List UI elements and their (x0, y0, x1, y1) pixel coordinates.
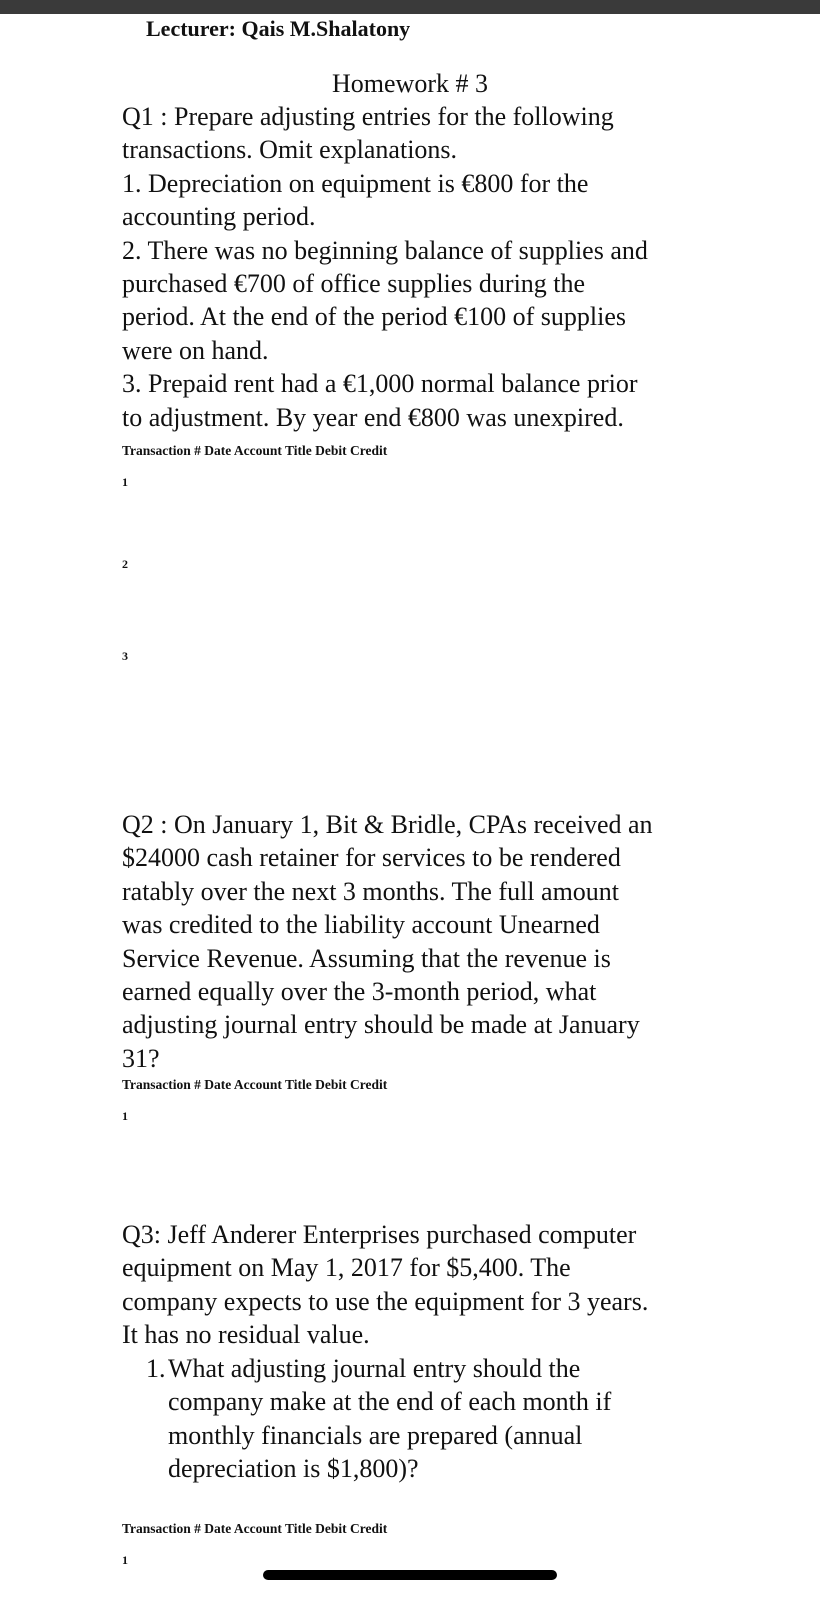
text-line: to adjustment. By year end €800 was unexpired. (122, 402, 624, 432)
homework-title: Homework # 3 (332, 69, 488, 98)
question-3-text (122, 1218, 812, 1352)
text-line: 1. Depreciation on equipment is €800 for the (122, 168, 589, 198)
text-line: $24000 cash retainer for services to be rendered (122, 843, 621, 873)
text-line: depreciation is $1,800)? (168, 1454, 419, 1484)
q2-row-number: 1 (122, 1109, 128, 1123)
q1-row-number: 2 (122, 557, 128, 571)
text-line: were on hand. (122, 335, 269, 365)
text-line: transactions. Omit explanations. (122, 135, 458, 165)
top-bar (0, 0, 820, 14)
text-line: purchased €700 of office supplies during the (122, 269, 586, 299)
text-line: It has no residual value. (122, 1320, 370, 1350)
text-line: 3. Prepaid rent had a €1,000 normal balance prior (122, 369, 638, 399)
text-line: earned equally over the 3-month period, what (122, 977, 597, 1007)
text-line: monthly financials are prepared (annual (168, 1420, 583, 1450)
text-line: Service Revenue. Assuming that the revenue is (122, 943, 611, 973)
q3-row-number: 1 (122, 1553, 128, 1567)
home-indicator[interactable] (263, 1570, 557, 1580)
text-line: 2. There was no beginning balance of supplies and (122, 235, 648, 265)
text-line: Q3: Jeff Anderer Enterprises purchased computer (122, 1220, 637, 1249)
text-line: adjusting journal entry should be made at January (122, 1010, 640, 1040)
text-line: What adjusting journal entry should the (168, 1354, 581, 1383)
q1-table-header: Transaction # Date Account Title Debit Credit (122, 443, 388, 458)
q3-table-header: Transaction # Date Account Title Debit Credit (122, 1521, 388, 1536)
text-line: Q1 : Prepare adjusting entries for the following (122, 102, 614, 131)
text-line: company make at the end of each month if (168, 1387, 612, 1417)
text-line: was credited to the liability account Unearned (122, 910, 600, 940)
text-line: 31? (122, 1043, 160, 1073)
text-line: period. At the end of the period €100 of supplies (122, 302, 627, 332)
q1-row-number: 1 (122, 475, 128, 489)
text-line: Q2 : On January 1, Bit & Bridle, CPAs received an (122, 810, 653, 839)
q1-row-number: 3 (122, 649, 128, 663)
text-line: ratably over the next 3 months. The full amount (122, 876, 620, 906)
subitem-number: 1. (146, 1354, 166, 1383)
question-2-text (122, 808, 812, 1075)
text-line: accounting period. (122, 202, 316, 232)
text-line: company expects to use the equipment for 3 years. (122, 1286, 649, 1316)
question-3-subitem (146, 1352, 706, 1486)
question-1-text (122, 100, 812, 434)
text-line: equipment on May 1, 2017 for $5,400. The (122, 1253, 571, 1283)
q2-table-header: Transaction # Date Account Title Debit Credit (122, 1077, 388, 1092)
lecturer-name: Lecturer: Qais M.Shalatony (146, 16, 411, 41)
